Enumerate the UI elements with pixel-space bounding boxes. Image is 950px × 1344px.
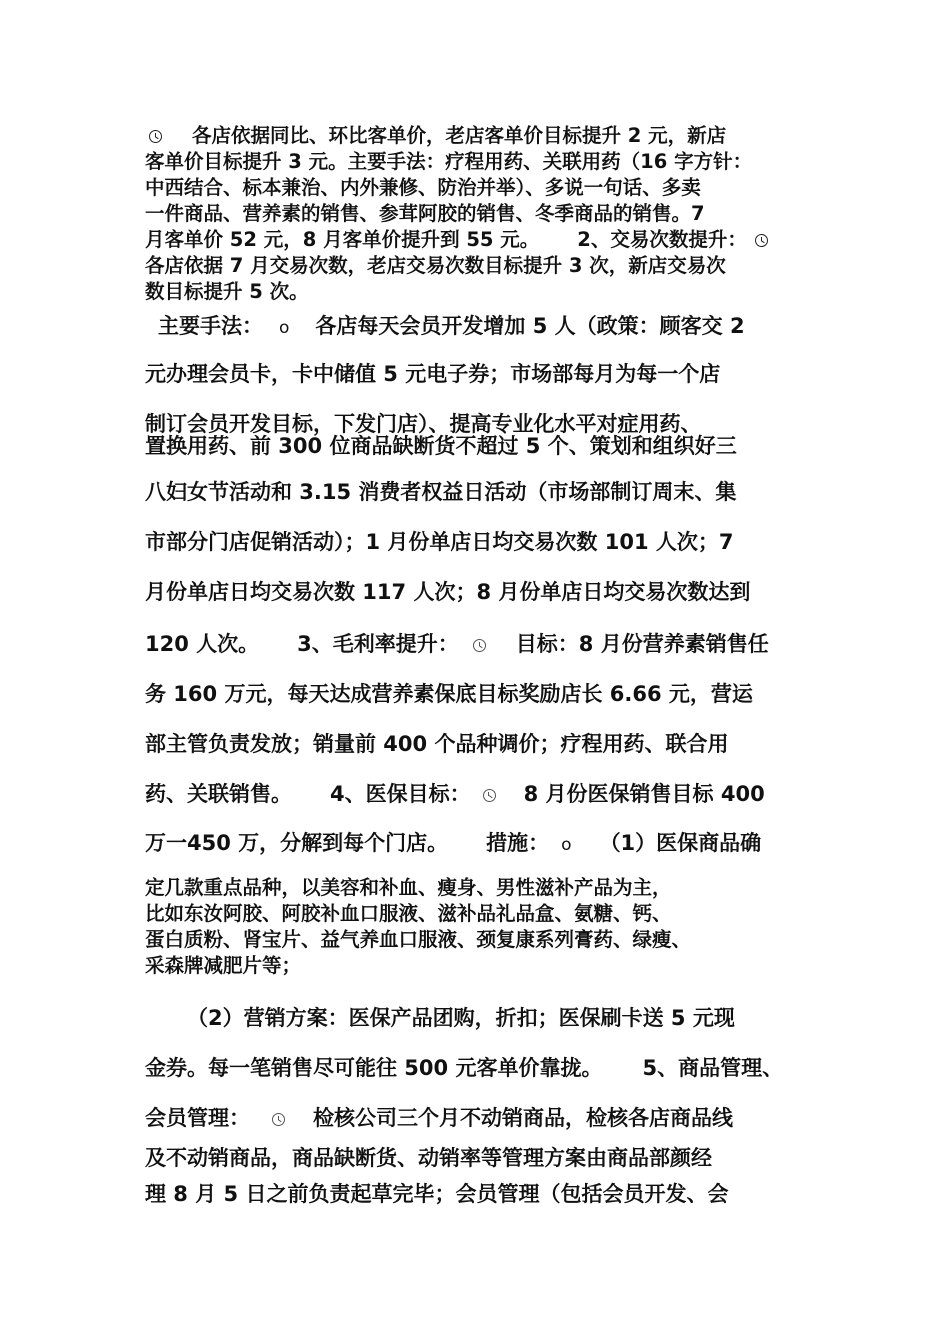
p3-line-5: 理 8 月 5 日之前负责起草完毕；会员管理（包括会员开发、会 xyxy=(145,1182,729,1206)
p2-line-4: 置换用药、前 300 位商品缺断货不超过 5 个、策划和组织好三 xyxy=(145,434,737,458)
p3-line-1: （2）营销方案：医保产品团购，折扣；医保刷卡送 5 元现 xyxy=(187,1006,735,1030)
p2-line-6: 市部分门店促销活动）；1 月份单店日均交易次数 101 人次；7 xyxy=(145,530,734,554)
p2-line-13: 定几款重点品种，以美容和补血、瘦身、男性滋补产品为主， xyxy=(145,876,672,899)
clock-icon xyxy=(755,234,768,247)
p2-line-2: 元办理会员卡，卡中储值 5 元电子券；市场部每月为每一个店 xyxy=(145,362,721,386)
p3-line-4: 及不动销商品，商品缺断货、动销率等管理方案由商品部颜经 xyxy=(145,1146,712,1170)
p1-line-6: 各店依据 7 月交易次数，老店交易次数目标提升 3 次，新店交易次 xyxy=(145,254,726,277)
bullet-o: o xyxy=(279,318,290,338)
p3-line-3: 会员管理： 检核公司三个月不动销商品，检核各店商品线 xyxy=(145,1106,733,1130)
p2-line-3: 制订会员开发目标，下发门店）、提高专业化水平对症用药、 xyxy=(145,412,702,436)
p1-line-4: 一件商品、营养素的销售、参茸阿胶的销售、冬季商品的销售。7 xyxy=(145,202,705,225)
p1-line-5: 月客单价 52 元，8 月客单价提升到 55 元。 2、交易次数提升： xyxy=(145,229,768,251)
p2-line-1: 主要手法： o 各店每天会员开发增加 5 人（政策：顾客交 2 xyxy=(158,314,745,338)
clock-icon xyxy=(272,1113,285,1126)
p2-line-16: 采森牌减肥片等； xyxy=(145,954,302,977)
p1-line-2: 客单价目标提升 3 元。主要手法：疗程用药、关联用药（16 字方针： xyxy=(145,150,753,173)
p1-line-1: 各店依据同比、环比客单价，老店客单价目标提升 2 元，新店 xyxy=(145,125,726,147)
clock-icon xyxy=(149,130,162,143)
p2-line-10: 部主管负责发放；销量前 400 个品种调价；疗程用药、联合用 xyxy=(145,732,729,756)
bullet-o: o xyxy=(561,835,572,855)
p2-line-15: 蛋白质粉、肾宝片、益气养血口服液、颈复康系列膏药、绿瘦、 xyxy=(145,928,692,951)
p2-line-5: 八妇女节活动和 3.15 消费者权益日活动（市场部制订周末、集 xyxy=(145,480,737,504)
p2-line-12: 万一450 万，分解到每个门店。 措施： o （1）医保商品确 xyxy=(145,831,762,855)
p2-line-8: 120 人次。 3、毛利率提升： 目标：8 月份营养素销售任 xyxy=(145,632,769,656)
p1-line-3: 中西结合、标本兼治、内外兼修、防治并举）、多说一句话、多卖 xyxy=(145,176,701,199)
clock-icon xyxy=(473,639,486,652)
p2-line-7: 月份单店日均交易次数 117 人次；8 月份单店日均交易次数达到 xyxy=(145,580,751,604)
p1-line-7: 数目标提升 5 次。 xyxy=(145,280,309,303)
clock-icon xyxy=(483,789,496,802)
p2-line-11: 药、关联销售。 4、医保目标： 8 月份医保销售目标 400 xyxy=(145,782,765,806)
p2-line-9: 务 160 万元，每天达成营养素保底目标奖励店长 6.66 元，营运 xyxy=(145,682,753,706)
p2-line-14: 比如东汝阿胶、阿胶补血口服液、滋补品礼品盒、氨糖、钙、 xyxy=(145,902,672,925)
p3-line-2: 金券。每一笔销售尽可能往 500 元客单价靠拢。 5、商品管理、 xyxy=(145,1056,784,1080)
